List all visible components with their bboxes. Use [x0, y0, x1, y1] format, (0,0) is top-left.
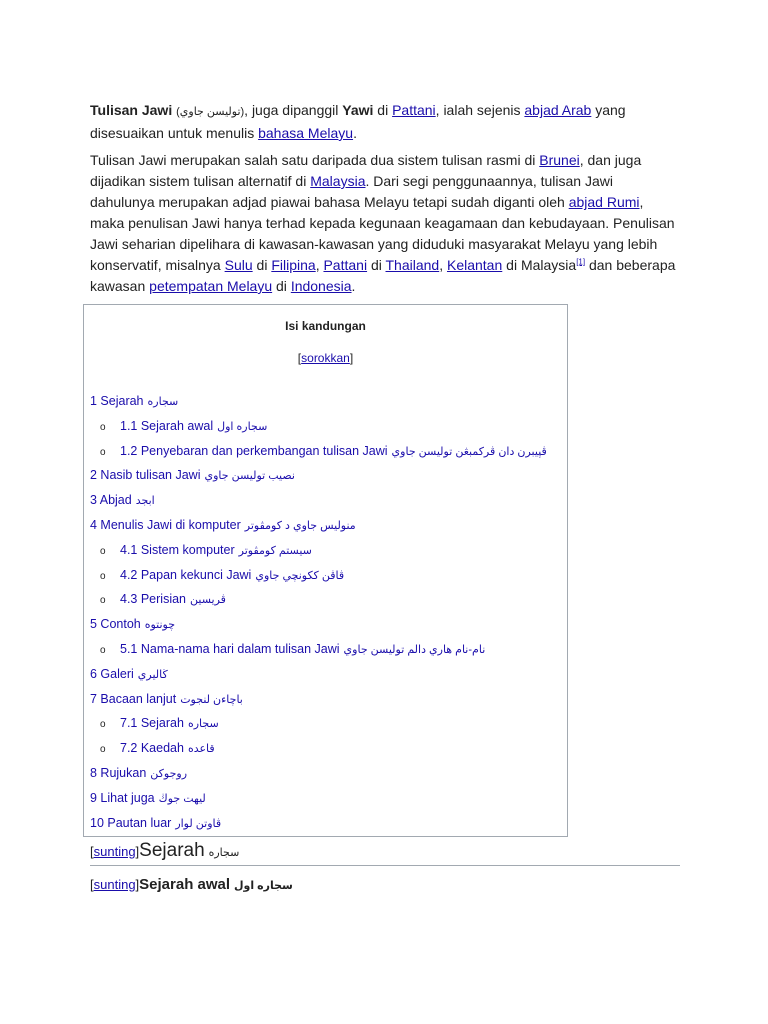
toc-item-label: 10 Pautan luar — [90, 815, 172, 830]
link-bahasa-melayu[interactable]: bahasa Melayu — [258, 125, 354, 141]
bullet-icon: o — [100, 595, 106, 607]
bullet-icon: o — [100, 446, 106, 458]
link-malaysia[interactable]: Malaysia — [310, 173, 366, 189]
term-bold: Tulisan Jawi — [90, 102, 173, 118]
reference-link[interactable]: [1] — [576, 257, 586, 267]
toc-item-label: 9 Lihat juga — [90, 790, 155, 805]
term-jawi: (توليسن جاوي) — [176, 106, 245, 118]
toc-item-jawi: سجاره — [147, 396, 179, 408]
text-run: , dan juga dijadikan sistem tulisan alternatif di — [90, 152, 642, 189]
edit-section — [90, 877, 139, 892]
toc-item-label: 1.1 Sejarah awal — [120, 418, 214, 433]
toc-item[interactable] — [90, 786, 563, 811]
toc-item-label: 3 Abjad — [90, 493, 132, 508]
toc-subitem[interactable] — [90, 538, 563, 563]
toc-item-label: 4 Menulis Jawi di komputer — [90, 517, 241, 532]
link-pattani-2[interactable]: Pattani — [323, 257, 368, 273]
alt-name-bold: Yawi — [342, 102, 374, 118]
toc-item-jawi: سيستم كومڤوتر — [238, 544, 312, 557]
bracket: ] — [135, 877, 140, 892]
text-run: , juga dipanggil — [244, 102, 343, 118]
text-run: di — [373, 102, 393, 118]
toc-item-label: 7.2 Kaedah — [120, 741, 184, 756]
text-run: di Malaysia — [502, 257, 577, 273]
text-run: di — [367, 257, 386, 273]
table-of-contents — [83, 304, 568, 837]
toc-item-label: 7 Bacaan lanjut — [90, 691, 177, 706]
text-run: . Dari segi penggunaannya, tulisan Jawi dahulunya merupakan adjad piawai bahasa Melayu tetapi sudah diganti oleh — [90, 173, 613, 210]
toc-item[interactable] — [90, 687, 563, 712]
toc-subitem[interactable] — [90, 736, 563, 761]
toc-subitem[interactable] — [90, 587, 563, 612]
toc-item[interactable] — [90, 513, 563, 538]
toc-subitem[interactable] — [90, 439, 563, 464]
toc-subitem[interactable] — [90, 637, 563, 662]
edit-link[interactable]: sunting — [93, 877, 136, 892]
bracket: ] — [349, 351, 354, 365]
toc-item-jawi: منوليس جاوي د كومڤوتر — [244, 519, 356, 532]
text-run: dan beberapa kawasan — [90, 257, 676, 294]
article-body — [90, 100, 680, 303]
text-run: , — [439, 257, 447, 273]
bullet-icon: o — [100, 570, 106, 582]
toc-item[interactable] — [90, 463, 563, 488]
toc-item-jawi: نصيب توليسن جاوي — [204, 470, 295, 483]
section-heading-sejarah — [90, 840, 680, 866]
link-petempatan-melayu[interactable]: petempatan Melayu — [149, 278, 273, 294]
bullet-icon: o — [100, 644, 106, 656]
text-run: di — [252, 257, 272, 273]
toc-item-label: 4.2 Papan kekunci Jawi — [120, 567, 252, 582]
text-run: Tulisan Jawi merupakan salah satu daripada dua sistem tulisan rasmi di — [90, 152, 540, 168]
bullet-icon: o — [100, 545, 106, 557]
toc-item-label: 1 Sejarah — [90, 394, 144, 408]
toc-item-jawi: باچاءن لنجوت — [180, 693, 243, 706]
toc-item-label: 4.1 Sistem komputer — [120, 542, 235, 557]
toc-item[interactable] — [90, 662, 563, 687]
toc-item[interactable] — [90, 612, 563, 637]
link-abjad-rumi[interactable]: abjad Rumi — [568, 194, 640, 210]
toc-item-label: 1.2 Penyebaran dan perkembangan tulisan Jawi — [120, 443, 388, 458]
toc-item-jawi: چونتوه — [144, 619, 176, 632]
link-indonesia[interactable]: Indonesia — [290, 278, 352, 294]
toc-item-jawi: ڤڽيبرن دان ڤركمبڠن توليسن جاوي — [391, 445, 547, 458]
subsection-title: Sejarah awal — [139, 876, 231, 893]
link-sulu[interactable]: Sulu — [224, 257, 253, 273]
toc-item-label: 5.1 Nama-nama hari dalam tulisan Jawi — [120, 641, 340, 656]
toc-item-jawi: قاعده — [187, 743, 215, 756]
toc-item[interactable] — [90, 761, 563, 786]
toc-hide-link[interactable]: sorokkan — [301, 351, 350, 365]
subsection-title-jawi: سجاره اول — [233, 880, 293, 892]
bracket: [ — [90, 877, 94, 892]
toc-item-label: 7.1 Sejarah — [120, 716, 184, 731]
text-run: . — [353, 125, 357, 141]
toc-item-label: 6 Galeri — [90, 666, 134, 681]
toc-item-jawi: روجوكن — [150, 767, 188, 780]
section-title-jawi: سجاره — [208, 847, 240, 859]
link-abjad-arab[interactable]: abjad Arab — [524, 102, 592, 118]
section-title: Sejarah — [139, 840, 205, 861]
link-pattani[interactable]: Pattani — [392, 102, 436, 118]
toc-item-jawi: ڤاڤن ككونچي جاوي — [255, 569, 345, 582]
toc-item-label: 5 Contoh — [90, 617, 141, 632]
toc-item-jawi: ابجد — [135, 495, 155, 508]
toc-item-jawi: سجاره اول — [217, 420, 268, 433]
toc-item[interactable] — [90, 488, 563, 513]
link-filipina[interactable]: Filipina — [271, 257, 316, 273]
text-run: , — [315, 257, 324, 273]
toc-item-jawi: ڤاوتن لوار — [175, 817, 222, 830]
bullet-icon: o — [100, 719, 106, 731]
toc-list — [90, 389, 563, 835]
toc-item-jawi: نام-نام هاري دالم توليسن جاوي — [343, 643, 486, 656]
toc-item-label: 2 Nasib tulisan Jawi — [90, 468, 201, 483]
link-kelantan[interactable]: Kelantan — [446, 257, 503, 273]
toc-item-label: 4.3 Perisian — [120, 592, 187, 607]
bullet-icon: o — [100, 744, 106, 756]
intro-paragraph-1 — [90, 100, 680, 144]
edit-section — [90, 844, 139, 859]
link-thailand[interactable]: Thailand — [385, 257, 440, 273]
toc-item-jawi: ڬاليري — [137, 668, 168, 681]
link-brunei[interactable]: Brunei — [539, 152, 580, 168]
bullet-icon: o — [100, 421, 106, 433]
subsection-heading-sejarah-awal — [90, 876, 680, 893]
text-run: , ialah sejenis — [435, 102, 525, 118]
toc-item-label: 8 Rujukan — [90, 765, 147, 780]
text-run: yang disesuaikan untuk menulis — [90, 102, 626, 141]
bracket: ] — [135, 844, 140, 859]
toc-item[interactable] — [90, 389, 563, 414]
toc-subitem[interactable] — [90, 711, 563, 736]
toc-item-jawi: ڤريسين — [190, 594, 226, 607]
bracket: [ — [297, 351, 302, 365]
toc-title: Isi kandungan — [285, 319, 366, 333]
intro-paragraph-2 — [90, 150, 680, 297]
text-run: di — [272, 278, 291, 294]
toc-subitem[interactable] — [90, 563, 563, 588]
edit-link[interactable]: sunting — [93, 844, 136, 859]
toc-item[interactable] — [90, 811, 563, 836]
text-run: , maka penulisan Jawi hanya terhad kepada kegunaan keagamaan dan kebudayaan. Penulisan Jawi seharian dipelihara di kawasan-kawasan yang diduduki masyarakat Melayu yang lebih konservatif, misalnya — [90, 194, 675, 273]
text-run: . — [351, 278, 356, 294]
bracket: [ — [90, 844, 94, 859]
toc-item-jawi: سجاره — [187, 718, 219, 731]
toc-toggle — [84, 351, 567, 365]
toc-subitem[interactable] — [90, 414, 563, 439]
toc-item-jawi: ليهت جوڬ — [158, 792, 206, 805]
